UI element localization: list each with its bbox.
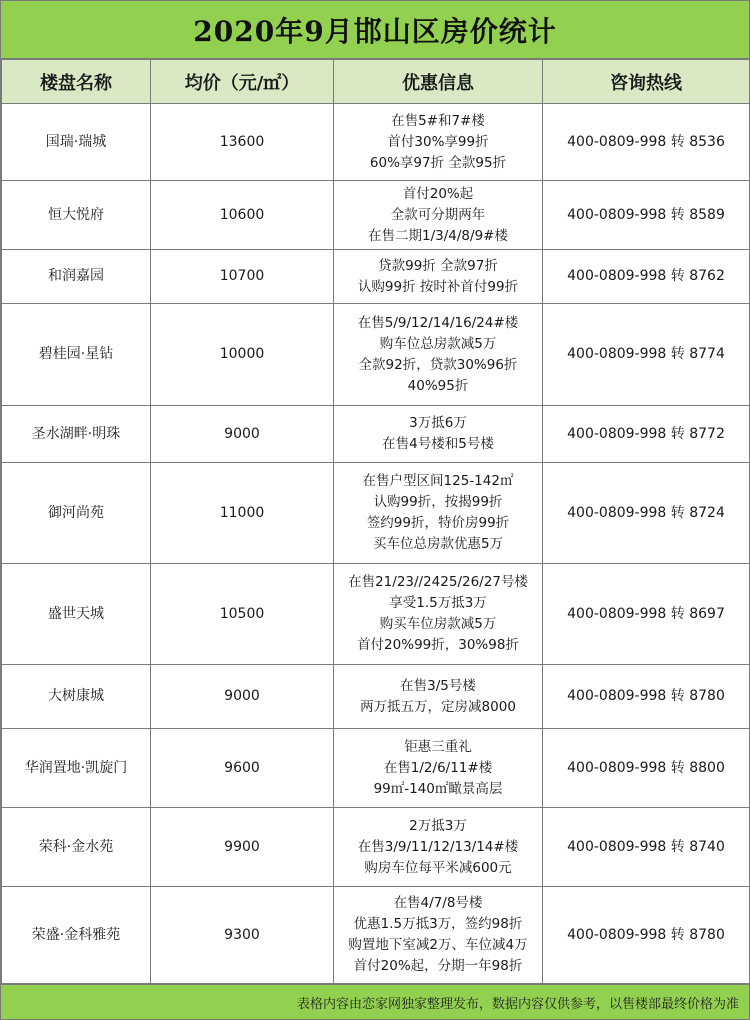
hotline: 400-0809-998 转 8724 [543,463,750,564]
average-price: 10600 [151,181,334,250]
offer-info [334,808,543,887]
offer-line: 购买车位房款减5万 [379,616,497,632]
table-header-row [2,60,750,104]
table-row [2,887,750,984]
property-name: 碧桂园·星钻 [2,304,151,406]
offer-info [334,564,543,665]
offer-info [334,181,543,250]
hotline: 400-0809-998 转 8536 [543,104,750,181]
property-name: 和润嘉园 [2,250,151,304]
offer-info [334,665,543,729]
offer-info [334,406,543,463]
table-row [2,665,750,729]
hotline: 400-0809-998 转 8697 [543,564,750,665]
offer-info [334,729,543,808]
header-phone: 咨询热线 [543,60,750,104]
property-name: 恒大悦府 [2,181,151,250]
offer-line: 首付20%起，分期一年98折 [353,958,523,974]
offer-line: 首付20%起 [402,185,474,202]
offer-line: 在售21/23//2425/26/27号楼 [348,574,528,590]
table-row [2,463,750,564]
table-row [2,808,750,887]
footer-note: 表格内容由恋家网独家整理发布，数据内容仅供参考，以售楼部最终价格为准 [1,984,749,1019]
hotline: 400-0809-998 转 8800 [543,729,750,808]
offer-info [334,304,543,406]
offer-line: 在售3/5号楼 [400,677,476,694]
hotline: 400-0809-998 转 8780 [543,665,750,729]
average-price: 10700 [151,250,334,304]
offer-info [334,463,543,564]
offer-line: 60%享97折 全款95折 [369,154,507,171]
hotline: 400-0809-998 转 8780 [543,887,750,984]
average-price: 9000 [151,665,334,729]
hotline: 400-0809-998 转 8740 [543,808,750,887]
average-price: 10500 [151,564,334,665]
hotline: 400-0809-998 转 8762 [543,250,750,304]
offer-line: 购房车位每平米减600元 [364,859,512,876]
offer-line: 贷款99折 全款97折 [378,257,498,274]
offer-line: 享受1.5万抵3万 [389,595,487,611]
offer-line: 钜惠三重礼 [404,738,472,755]
header-offer: 优惠信息 [334,60,543,104]
offer-line: 优惠1.5万抵3万，签约98折 [353,916,523,932]
offer-info [334,104,543,181]
property-name: 盛世天城 [2,564,151,665]
offer-line: 在售5/9/12/14/16/24#楼 [357,314,519,331]
property-name: 御河尚苑 [2,463,151,564]
offer-info [334,250,543,304]
average-price: 11000 [151,463,334,564]
header-price: 均价（元/㎡） [151,60,334,104]
offer-line: 买车位总房款优惠5万 [372,536,504,552]
price-table [1,59,750,984]
average-price: 9600 [151,729,334,808]
offer-line: 购置地下室减2万、车位减4万 [348,937,528,953]
average-price: 10000 [151,304,334,406]
table-row [2,406,750,463]
average-price: 9300 [151,887,334,984]
average-price: 13600 [151,104,334,181]
property-name: 华润置地·凯旋门 [2,729,151,808]
table-row [2,564,750,665]
average-price: 9000 [151,406,334,463]
offer-info [334,887,543,984]
property-name: 国瑞·瑞城 [2,104,151,181]
table-row [2,181,750,250]
offer-line: 两万抵五万，定房减8000 [360,698,516,715]
hotline: 400-0809-998 转 8774 [543,304,750,406]
table-row [2,104,750,181]
offer-line: 40%95折 [407,377,469,394]
offer-line: 签约99折，特价房99折 [366,515,510,531]
property-name: 大树康城 [2,665,151,729]
table-row [2,729,750,808]
table-row [2,250,750,304]
offer-line: 在售5#和7#楼 [391,112,485,129]
hotline: 400-0809-998 转 8589 [543,181,750,250]
offer-line: 在售户型区间125-142㎡ [362,473,514,489]
offer-line: 全款可分期两年 [390,206,486,223]
offer-line: 在售4/7/8号楼 [393,895,483,911]
offer-line: 认购99折 按时补首付99折 [357,278,519,295]
header-name: 楼盘名称 [2,60,151,104]
offer-line: 在售二期1/3/4/8/9#楼 [368,227,508,244]
offer-line: 在售3/9/11/12/13/14#楼 [357,838,519,855]
table-body [2,104,750,984]
offer-line: 认购99折，按揭99折 [373,494,503,510]
property-name: 圣水湖畔·明珠 [2,406,151,463]
offer-line: 在售4号楼和5号楼 [382,436,494,452]
offer-line: 在售1/2/6/11#楼 [383,759,493,776]
page-title: 2020年9月邯山区房价统计 [1,1,749,59]
property-name: 荣盛·金科雅苑 [2,887,151,984]
offer-line: 全款92折，贷款30%96折 [358,356,518,373]
hotline: 400-0809-998 转 8772 [543,406,750,463]
table-row [2,304,750,406]
property-name: 荣科·金水苑 [2,808,151,887]
offer-line: 2万抵3万 [409,817,467,834]
offer-line: 首付30%享99折 [387,133,489,150]
offer-line: 首付20%99折，30%98折 [357,637,519,653]
average-price: 9900 [151,808,334,887]
offer-line: 3万抵6万 [409,415,467,431]
offer-line: 购车位总房款减5万 [379,335,497,352]
offer-line: 99㎡-140㎡瞰景高层 [373,780,503,797]
